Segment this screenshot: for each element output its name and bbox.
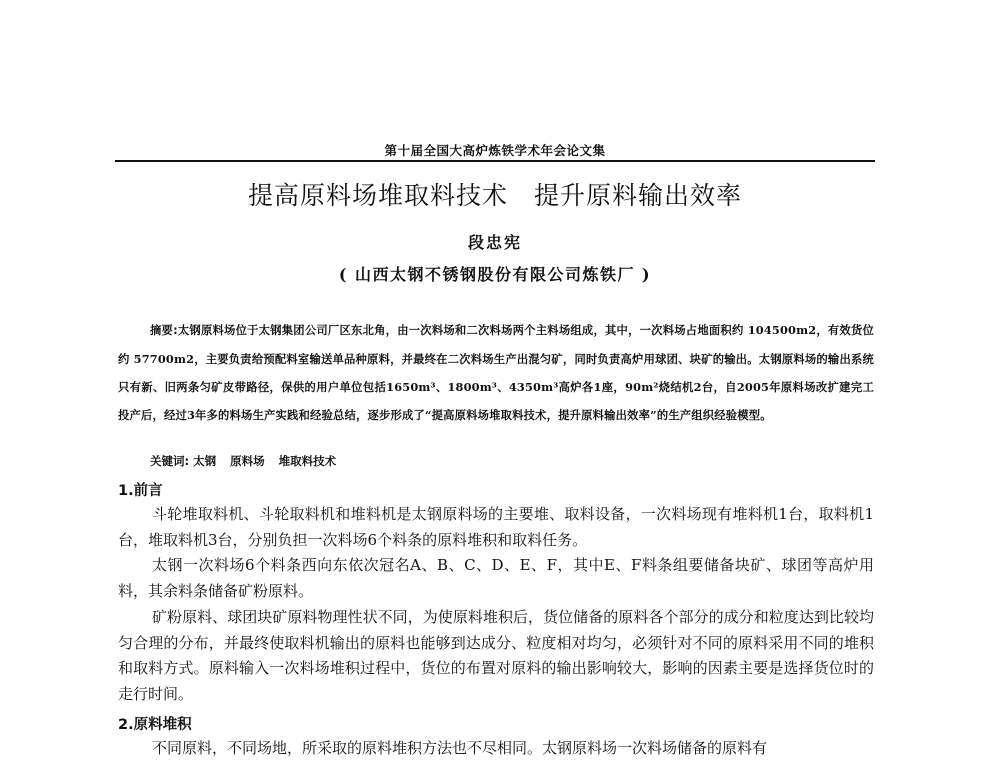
keywords-label: 关键词: <box>150 454 190 468</box>
body-paragraph: 太钢一次料场6个料条西向东依次冠名A、B、C、D、E、F，其中E、F料条组要储备块矿、球团等高炉用料，其余料条储备矿粉原料。 <box>118 556 874 600</box>
abstract <box>118 316 874 429</box>
abstract-label: 摘要: <box>150 324 178 337</box>
section-heading-introduction: 1.前言 <box>118 483 163 499</box>
header-rule <box>115 160 875 162</box>
abstract-text: 太钢原料场位于太钢集团公司厂区东北角，由一次料场和二次料场两个主料场组成，其中，一次料场占地面积约 104500m2，有效货位约 57700m2，主要负责给预配料室输送单品种原料，并最终在二次料场生产出混匀矿，同时负责高炉用球团、块矿的输出。太钢原料场的输出系统只有新、旧两条匀矿皮带路径，保供的用户单位包括1650m³、1800m³、4350m³高炉各1座，90m²烧结机2台，自2005年原料场改扩建完工投产后，经过3年多的料场生产实践和经验总结，逐步形成了“提高原料场堆取料技术，提升原料输出效率”的生产组织经验模型。 <box>118 323 874 422</box>
body-paragraph: 矿粉原料、球团块矿原料物理性状不同，为使原料堆积后，货位储备的原料各个部分的成分和粒度达到比较均匀合理的分布，并最终使取料机输出的原料也能够到达成分、粒度相对均匀，必须针对不同的原料采用不同的堆积和取料方式。原料输入一次料场堆积过程中，货位的布置对原料的输出影响较大，影响的因素主要是选择货位时的走行时间。 <box>118 608 874 703</box>
keyword: 太钢 <box>193 454 217 468</box>
keyword: 原料场 <box>230 454 265 468</box>
author-name: 段忠宪 <box>467 233 522 252</box>
body-paragraph: 斗轮堆取料机、斗轮取料机和堆料机是太钢原料场的主要堆、取料设备，一次料场现有堆料机1台，取料机1台，堆取料机3台，分别负担一次料场6个料条的原料堆积和取料任务。 <box>118 505 874 549</box>
author-affiliation: ( 山西太钢不锈钢股份有限公司炼铁厂 ) <box>338 265 652 284</box>
keyword: 堆取料技术 <box>278 454 337 468</box>
paper-title: 提高原料场堆取料技术 提升原料输出效率 <box>247 181 742 210</box>
body-paragraph: 不同原料，不同场地，所采取的原料堆积方法也不尽相同。太钢原料场一次料场储备的原料有 <box>152 739 768 757</box>
keywords <box>150 452 336 470</box>
running-header: 第十届全国大高炉炼铁学术年会论文集 <box>384 143 606 158</box>
section-heading-material-stacking: 2.原料堆积 <box>118 717 192 733</box>
